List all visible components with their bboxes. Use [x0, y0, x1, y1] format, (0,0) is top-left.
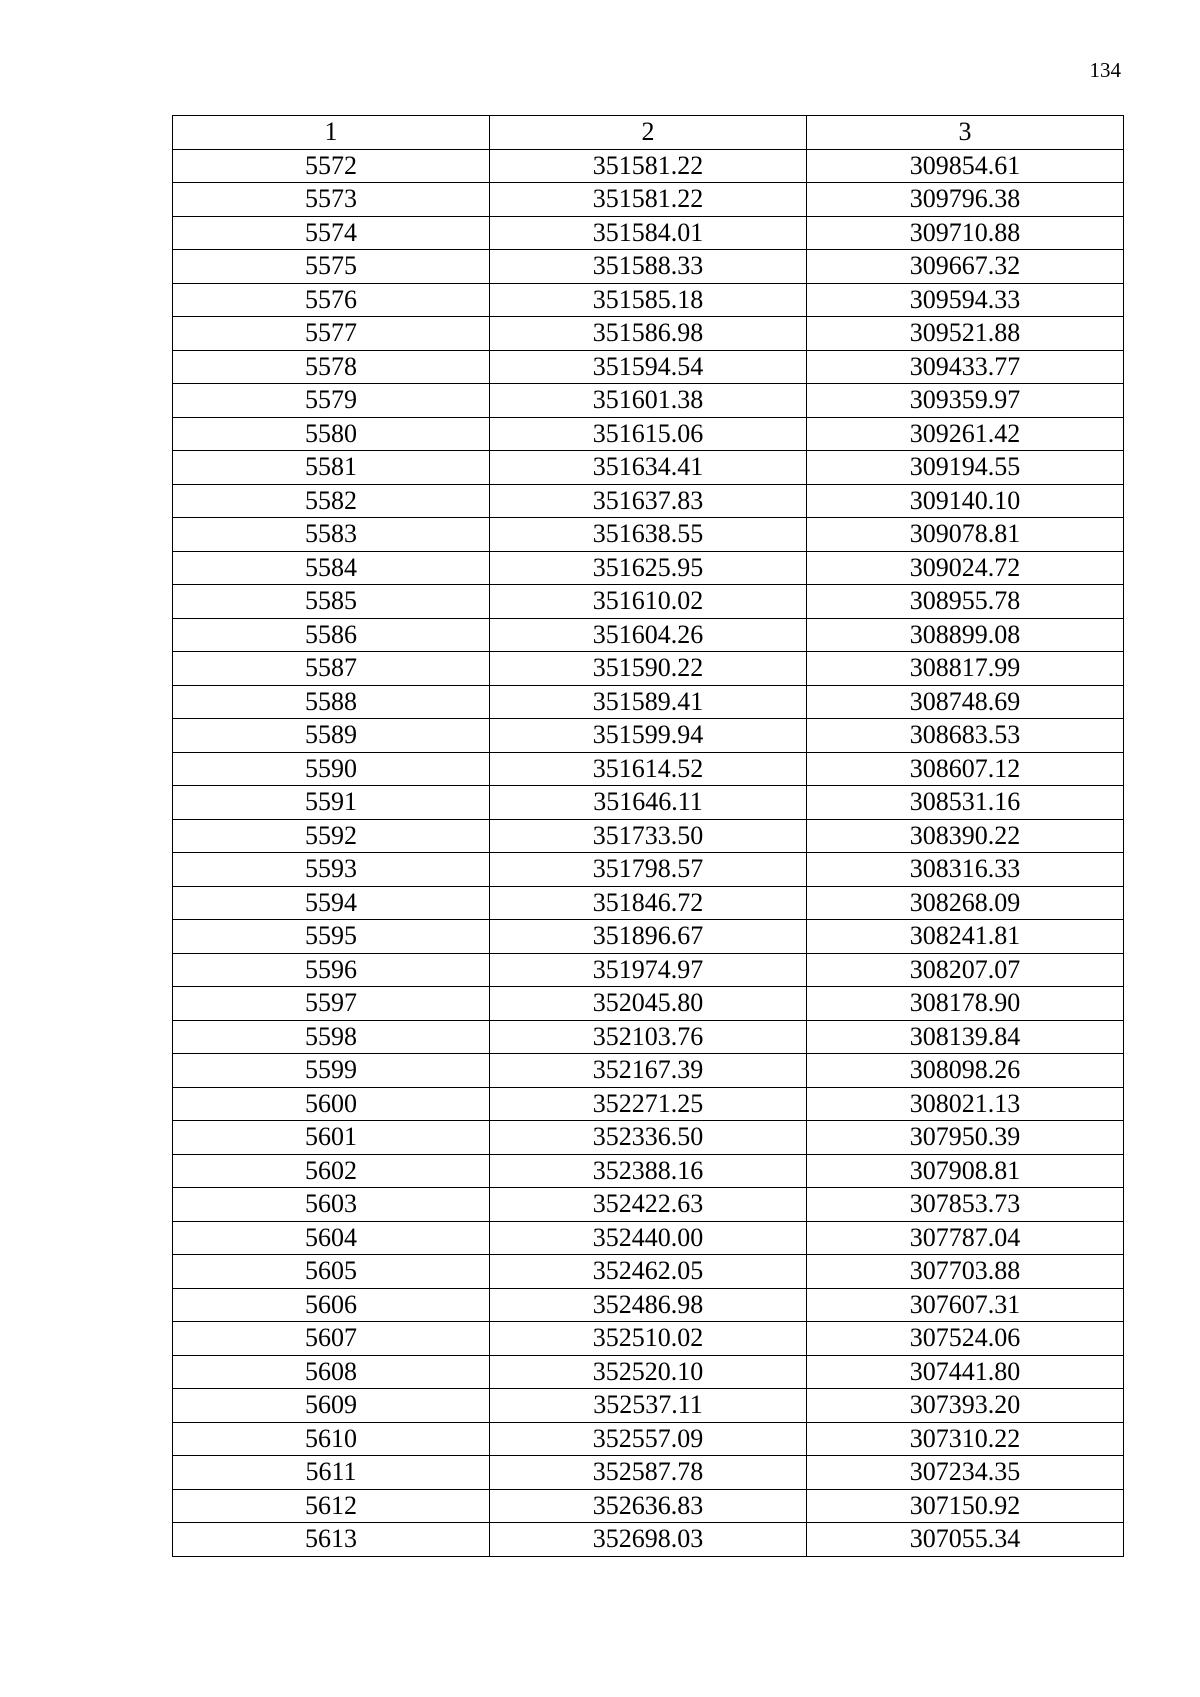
point-number-cell: 5595 — [173, 920, 490, 954]
y-coordinate-cell: 307150.92 — [807, 1489, 1124, 1523]
table-row — [173, 1322, 1124, 1356]
y-coordinate-cell: 307393.20 — [807, 1389, 1124, 1423]
table-row — [173, 1422, 1124, 1456]
table-row — [173, 819, 1124, 853]
point-number-cell: 5579 — [173, 384, 490, 418]
x-coordinate-cell: 351798.57 — [490, 853, 807, 887]
point-number-cell: 5584 — [173, 551, 490, 585]
table-row — [173, 384, 1124, 418]
y-coordinate-cell: 307310.22 — [807, 1422, 1124, 1456]
y-coordinate-cell: 309194.55 — [807, 451, 1124, 485]
table-row — [173, 920, 1124, 954]
table-row — [173, 1020, 1124, 1054]
y-coordinate-cell: 307524.06 — [807, 1322, 1124, 1356]
table-row — [173, 685, 1124, 719]
y-coordinate-cell: 307607.31 — [807, 1288, 1124, 1322]
y-coordinate-cell: 309854.61 — [807, 149, 1124, 183]
y-coordinate-cell: 308316.33 — [807, 853, 1124, 887]
x-coordinate-cell: 352271.25 — [490, 1087, 807, 1121]
table-row — [173, 987, 1124, 1021]
y-coordinate-cell: 308748.69 — [807, 685, 1124, 719]
table-row — [173, 1121, 1124, 1155]
x-coordinate-cell: 351637.83 — [490, 484, 807, 518]
point-number-cell: 5578 — [173, 350, 490, 384]
x-coordinate-cell: 351625.95 — [490, 551, 807, 585]
header-row — [173, 116, 1124, 150]
point-number-cell: 5600 — [173, 1087, 490, 1121]
x-coordinate-cell: 352422.63 — [490, 1188, 807, 1222]
x-coordinate-cell: 351588.33 — [490, 250, 807, 284]
point-number-cell: 5610 — [173, 1422, 490, 1456]
y-coordinate-cell: 309710.88 — [807, 216, 1124, 250]
point-number-cell: 5582 — [173, 484, 490, 518]
point-number-cell: 5598 — [173, 1020, 490, 1054]
point-number-cell: 5612 — [173, 1489, 490, 1523]
point-number-cell: 5583 — [173, 518, 490, 552]
y-coordinate-cell: 308207.07 — [807, 953, 1124, 987]
table-row — [173, 752, 1124, 786]
y-coordinate-cell: 307908.81 — [807, 1154, 1124, 1188]
point-number-cell: 5586 — [173, 618, 490, 652]
y-coordinate-cell: 308955.78 — [807, 585, 1124, 619]
x-coordinate-cell: 352462.05 — [490, 1255, 807, 1289]
point-number-cell: 5604 — [173, 1221, 490, 1255]
y-coordinate-cell: 309140.10 — [807, 484, 1124, 518]
point-number-cell: 5597 — [173, 987, 490, 1021]
point-number-cell: 5608 — [173, 1355, 490, 1389]
y-coordinate-cell: 308139.84 — [807, 1020, 1124, 1054]
x-coordinate-cell: 351846.72 — [490, 886, 807, 920]
table-row — [173, 1288, 1124, 1322]
table-row — [173, 551, 1124, 585]
point-number-cell: 5580 — [173, 417, 490, 451]
x-coordinate-cell: 351599.94 — [490, 719, 807, 753]
point-number-cell: 5576 — [173, 283, 490, 317]
y-coordinate-cell: 308683.53 — [807, 719, 1124, 753]
x-coordinate-cell: 351601.38 — [490, 384, 807, 418]
y-coordinate-cell: 308531.16 — [807, 786, 1124, 820]
y-coordinate-cell: 309261.42 — [807, 417, 1124, 451]
x-coordinate-cell: 352537.11 — [490, 1389, 807, 1423]
x-coordinate-cell: 351581.22 — [490, 149, 807, 183]
y-coordinate-cell: 309796.38 — [807, 183, 1124, 217]
point-number-cell: 5611 — [173, 1456, 490, 1490]
y-coordinate-cell: 307055.34 — [807, 1523, 1124, 1557]
y-coordinate-cell: 307853.73 — [807, 1188, 1124, 1222]
table-row — [173, 618, 1124, 652]
point-number-cell: 5593 — [173, 853, 490, 887]
point-number-cell: 5572 — [173, 149, 490, 183]
x-coordinate-cell: 351585.18 — [490, 283, 807, 317]
y-coordinate-cell: 309594.33 — [807, 283, 1124, 317]
point-number-cell: 5603 — [173, 1188, 490, 1222]
table-row — [173, 216, 1124, 250]
x-coordinate-cell: 351594.54 — [490, 350, 807, 384]
table-row — [173, 786, 1124, 820]
x-coordinate-cell: 352103.76 — [490, 1020, 807, 1054]
point-number-cell: 5577 — [173, 317, 490, 351]
table-row — [173, 853, 1124, 887]
x-coordinate-cell: 351615.06 — [490, 417, 807, 451]
table-row — [173, 283, 1124, 317]
y-coordinate-cell: 308607.12 — [807, 752, 1124, 786]
y-coordinate-cell: 308241.81 — [807, 920, 1124, 954]
y-coordinate-cell: 309521.88 — [807, 317, 1124, 351]
x-coordinate-cell: 351589.41 — [490, 685, 807, 719]
x-coordinate-cell: 351584.01 — [490, 216, 807, 250]
x-coordinate-cell: 351974.97 — [490, 953, 807, 987]
y-coordinate-cell: 307234.35 — [807, 1456, 1124, 1490]
y-coordinate-cell: 309024.72 — [807, 551, 1124, 585]
x-coordinate-cell: 351604.26 — [490, 618, 807, 652]
x-coordinate-cell: 351634.41 — [490, 451, 807, 485]
x-coordinate-cell: 352587.78 — [490, 1456, 807, 1490]
table-row — [173, 1489, 1124, 1523]
y-coordinate-cell: 308268.09 — [807, 886, 1124, 920]
point-number-cell: 5585 — [173, 585, 490, 619]
x-coordinate-cell: 351733.50 — [490, 819, 807, 853]
table-row — [173, 953, 1124, 987]
point-number-cell: 5592 — [173, 819, 490, 853]
y-coordinate-cell: 308021.13 — [807, 1087, 1124, 1121]
table-row — [173, 317, 1124, 351]
table-row — [173, 183, 1124, 217]
point-number-cell: 5601 — [173, 1121, 490, 1155]
y-coordinate-cell: 308817.99 — [807, 652, 1124, 686]
column-header-1: 1 — [173, 116, 490, 150]
y-coordinate-cell: 308178.90 — [807, 987, 1124, 1021]
point-number-cell: 5573 — [173, 183, 490, 217]
point-number-cell: 5599 — [173, 1054, 490, 1088]
table-row — [173, 518, 1124, 552]
point-number-cell: 5594 — [173, 886, 490, 920]
x-coordinate-cell: 352557.09 — [490, 1422, 807, 1456]
y-coordinate-cell: 309433.77 — [807, 350, 1124, 384]
point-number-cell: 5596 — [173, 953, 490, 987]
table-row — [173, 1456, 1124, 1490]
x-coordinate-cell: 352440.00 — [490, 1221, 807, 1255]
x-coordinate-cell: 351638.55 — [490, 518, 807, 552]
x-coordinate-cell: 351896.67 — [490, 920, 807, 954]
table-header — [173, 116, 1124, 150]
table-row — [173, 1355, 1124, 1389]
point-number-cell: 5602 — [173, 1154, 490, 1188]
point-number-cell: 5587 — [173, 652, 490, 686]
table-row — [173, 652, 1124, 686]
table-row — [173, 417, 1124, 451]
table-row — [173, 451, 1124, 485]
table-row — [173, 1523, 1124, 1557]
x-coordinate-cell: 352336.50 — [490, 1121, 807, 1155]
table-row — [173, 1255, 1124, 1289]
y-coordinate-cell: 308098.26 — [807, 1054, 1124, 1088]
table-row — [173, 350, 1124, 384]
table-row — [173, 1154, 1124, 1188]
point-number-cell: 5609 — [173, 1389, 490, 1423]
table-row — [173, 1221, 1124, 1255]
point-number-cell: 5591 — [173, 786, 490, 820]
table-row — [173, 250, 1124, 284]
column-header-3: 3 — [807, 116, 1124, 150]
x-coordinate-cell: 352486.98 — [490, 1288, 807, 1322]
y-coordinate-cell: 307703.88 — [807, 1255, 1124, 1289]
x-coordinate-cell: 351586.98 — [490, 317, 807, 351]
x-coordinate-cell: 352045.80 — [490, 987, 807, 1021]
y-coordinate-cell: 309667.32 — [807, 250, 1124, 284]
table-row — [173, 1087, 1124, 1121]
x-coordinate-cell: 351581.22 — [490, 183, 807, 217]
x-coordinate-cell: 352636.83 — [490, 1489, 807, 1523]
table-row — [173, 585, 1124, 619]
y-coordinate-cell: 308390.22 — [807, 819, 1124, 853]
point-number-cell: 5588 — [173, 685, 490, 719]
x-coordinate-cell: 351590.22 — [490, 652, 807, 686]
table-row — [173, 149, 1124, 183]
table-row — [173, 1389, 1124, 1423]
y-coordinate-cell: 307787.04 — [807, 1221, 1124, 1255]
table-row — [173, 484, 1124, 518]
x-coordinate-cell: 352167.39 — [490, 1054, 807, 1088]
column-header-2: 2 — [490, 116, 807, 150]
table-row — [173, 1054, 1124, 1088]
y-coordinate-cell: 309359.97 — [807, 384, 1124, 418]
y-coordinate-cell: 307950.39 — [807, 1121, 1124, 1155]
x-coordinate-cell: 352510.02 — [490, 1322, 807, 1356]
page-number: 134 — [1089, 58, 1121, 82]
x-coordinate-cell: 351614.52 — [490, 752, 807, 786]
table-row — [173, 719, 1124, 753]
table-row — [173, 1188, 1124, 1222]
point-number-cell: 5606 — [173, 1288, 490, 1322]
x-coordinate-cell: 352388.16 — [490, 1154, 807, 1188]
x-coordinate-cell: 351646.11 — [490, 786, 807, 820]
x-coordinate-cell: 352520.10 — [490, 1355, 807, 1389]
point-number-cell: 5613 — [173, 1523, 490, 1557]
y-coordinate-cell: 309078.81 — [807, 518, 1124, 552]
y-coordinate-cell: 307441.80 — [807, 1355, 1124, 1389]
coordinates-table — [172, 115, 1124, 1557]
table-row — [173, 886, 1124, 920]
point-number-cell: 5575 — [173, 250, 490, 284]
x-coordinate-cell: 351610.02 — [490, 585, 807, 619]
point-number-cell: 5605 — [173, 1255, 490, 1289]
x-coordinate-cell: 352698.03 — [490, 1523, 807, 1557]
point-number-cell: 5607 — [173, 1322, 490, 1356]
point-number-cell: 5589 — [173, 719, 490, 753]
point-number-cell: 5581 — [173, 451, 490, 485]
point-number-cell: 5574 — [173, 216, 490, 250]
point-number-cell: 5590 — [173, 752, 490, 786]
y-coordinate-cell: 308899.08 — [807, 618, 1124, 652]
table-body — [173, 149, 1124, 1556]
